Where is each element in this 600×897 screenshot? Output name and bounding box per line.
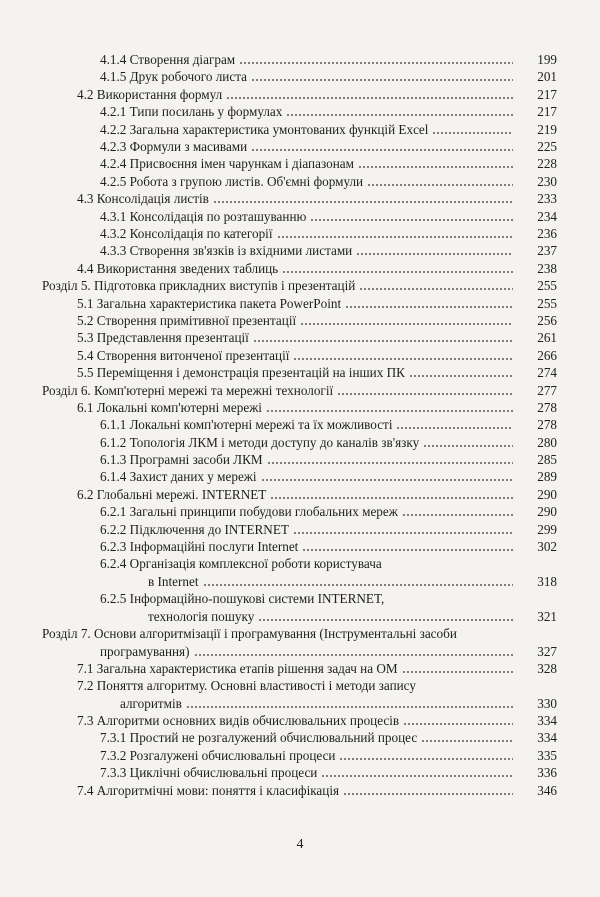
toc-entry-title: Розділ 7. Основи алгоритмізації і програмування (Інструментальні засоби [42, 626, 457, 642]
dot-leader [270, 497, 513, 499]
toc-entry-title: 4.2.5 Робота з групою листів. Об'ємні формули [100, 173, 364, 189]
toc-entry-title: 5.3 Представлення презентації [77, 330, 249, 346]
toc-entry-page: 219 [537, 121, 557, 137]
toc-entry-page: 225 [537, 138, 557, 154]
toc-entry-page: 334 [537, 713, 557, 729]
toc-entry-title: 6.2 Глобальні мережі. INTERNET [77, 486, 267, 502]
dot-leader [226, 97, 513, 99]
dot-leader [293, 358, 513, 360]
toc-entry-title: 5.1 Загальна характеристика пакета PowerPoint [77, 295, 342, 311]
dot-leader [367, 184, 513, 186]
toc-entry-page: 278 [537, 399, 557, 415]
dot-leader [300, 323, 513, 325]
toc-entry-page: 236 [537, 225, 557, 241]
toc-entry-title: 5.5 Переміщення і демонстрація презентацій на інших ПК [77, 365, 405, 381]
toc-entry-page: 217 [537, 104, 557, 120]
toc-entry-page: 230 [537, 173, 557, 189]
toc-entry-title: 6.2.5 Інформаційно-пошукові системи INTERNET, [100, 591, 385, 607]
dot-leader [339, 758, 513, 760]
dot-leader [409, 375, 513, 377]
toc-entry-title: 4.2.2 Загальна характеристика умонтованих функцій Excel [100, 121, 429, 137]
toc-entry-title: 4.3.3 Створення зв'язків із вхідними листами [100, 243, 353, 259]
toc-entry-page: 280 [537, 434, 557, 450]
toc-entry-page: 238 [537, 260, 557, 276]
toc-entry-title: 6.1 Локальні комп'ютерні мережі [77, 399, 262, 415]
dot-leader [213, 201, 513, 203]
toc-entry-page: 330 [537, 696, 557, 712]
toc-entry [0, 783, 600, 803]
toc-entry-page: 318 [537, 574, 557, 590]
toc-entry-page: 299 [537, 521, 557, 537]
toc-entry-title: 7.3.1 Простий не розгалужений обчислювальний процес [100, 730, 418, 746]
toc-entry-page: 256 [537, 312, 557, 328]
toc-entry-page: 234 [537, 208, 557, 224]
dot-leader [402, 514, 513, 516]
toc-entry-page: 346 [537, 782, 557, 798]
dot-leader [345, 306, 513, 308]
toc-entry-page: 255 [537, 278, 557, 294]
toc-entry-page: 334 [537, 730, 557, 746]
toc-entry-title: 6.2.2 Підключення до INTERNET [100, 521, 289, 537]
toc-entry-title: 7.3 Алгоритми основних видів обчислювальних процесів [77, 713, 400, 729]
dot-leader [432, 132, 513, 134]
dot-leader [203, 584, 513, 586]
toc-entry-title: 7.1 Загальна характеристика етапів рішення задач на ОМ [77, 660, 398, 676]
toc-entry-page: 255 [537, 295, 557, 311]
dot-leader [396, 427, 513, 429]
dot-leader [358, 166, 513, 168]
toc-entry-title: 7.4 Алгоритмічні мови: поняття і класифікація [77, 782, 340, 798]
toc-entry-title: 6.1.4 Захист даних у мережі [100, 469, 257, 485]
dot-leader [267, 462, 513, 464]
toc-entry-title: 7.2 Поняття алгоритму. Основні властивості і методи запису [77, 678, 416, 694]
dot-leader [194, 654, 513, 656]
dot-leader [186, 706, 513, 708]
toc-entry-page: 290 [537, 486, 557, 502]
toc-entry-page: 277 [537, 382, 557, 398]
toc-entry-page: 201 [537, 69, 557, 85]
toc-entry-title: 7.3.3 Циклічні обчислювальні процеси [100, 765, 318, 781]
toc-entry-page: 328 [537, 660, 557, 676]
toc-entry-title: 4.1.4 Створення діаграм [100, 52, 236, 67]
dot-leader [266, 410, 513, 412]
dot-leader [356, 253, 513, 255]
toc-entry-title: 6.2.1 Загальні принципи побудови глобальних мереж [100, 504, 398, 520]
toc-entry-page: 278 [537, 417, 557, 433]
toc-entry-title: 4.2.4 Присвоєння імен чарункам і діапазонам [100, 156, 354, 172]
toc-entry-page: 327 [537, 644, 557, 660]
dot-leader [293, 532, 513, 534]
toc-entry-title: 4.2 Використання формул [77, 86, 223, 102]
toc-entry-title: 6.1.2 Топологія ЛКМ і методи доступу до каналів зв'язку [100, 434, 420, 450]
toc-entry-page: 237 [537, 243, 557, 259]
toc-entry-continuation: технологія пошуку [148, 609, 255, 625]
toc-entry-title: 4.2.1 Типи посилань у формулах [100, 104, 283, 120]
dot-leader [337, 393, 513, 395]
dot-leader [286, 114, 513, 116]
dot-leader [359, 288, 513, 290]
toc-entry-page: 336 [537, 765, 557, 781]
toc-entry-page: 285 [537, 452, 557, 468]
toc-entry-title: 7.3.2 Розгалужені обчислювальні процеси [100, 747, 336, 763]
dot-leader [310, 219, 513, 221]
toc-entry-title: 5.2 Створення примітивної презентації [77, 312, 297, 328]
toc-entry-continuation: алгоритмів [120, 696, 182, 712]
toc-entry-title: 4.3.1 Консолідація по розташуванню [100, 208, 307, 224]
page-number: 4 [296, 837, 304, 852]
dot-leader [402, 671, 513, 673]
dot-leader [239, 62, 513, 64]
dot-leader [258, 619, 513, 621]
toc-entry-page: 290 [537, 504, 557, 520]
toc-entry-title: 4.2.3 Формули з масивами [100, 138, 248, 154]
dot-leader [423, 445, 513, 447]
toc-entry-continuation: в Internet [148, 574, 199, 590]
toc-entry-page: 217 [537, 86, 557, 102]
dot-leader [251, 149, 513, 151]
toc-entry-page: 321 [537, 609, 557, 625]
toc-entry-title: 4.3.2 Консолідація по категорії [100, 225, 273, 241]
toc-entry-page: 335 [537, 747, 557, 763]
toc-entry-title: 6.2.3 Інформаційні послуги Internet [100, 539, 299, 555]
dot-leader [302, 549, 513, 551]
dot-leader [321, 775, 513, 777]
toc-entry-page: 261 [537, 330, 557, 346]
dot-leader [421, 740, 513, 742]
toc-entry-title: 4.3 Консолідація листів [77, 191, 209, 207]
toc-entry-title: 6.1.3 Програмні засоби ЛКМ [100, 452, 263, 468]
dot-leader [251, 79, 513, 81]
toc-entry-title: Розділ 5. Підготовка прикладних виступів і презентацій [42, 278, 356, 294]
toc-entry-title: 4.4 Використання зведених таблиць [77, 260, 279, 276]
toc-entry-title: 6.2.4 Організація комплексної роботи користувача [100, 556, 382, 572]
dot-leader [343, 793, 513, 795]
toc-entry-page: 233 [537, 191, 557, 207]
toc-entry-title: 5.4 Створення витонченої презентації [77, 347, 290, 363]
toc-entry-page: 274 [537, 365, 557, 381]
toc-entry-page: 266 [537, 347, 557, 363]
toc-entry-title: Розділ 6. Комп'ютерні мережі та мережні технології [42, 382, 334, 398]
toc-entry-continuation: програмування) [100, 644, 190, 660]
toc-entry-title: 4.1.5 Друк робочого листа [100, 69, 248, 85]
dot-leader [253, 340, 513, 342]
dot-leader [261, 479, 513, 481]
dot-leader [403, 723, 513, 725]
toc-entry-page: 302 [537, 539, 557, 555]
toc-entry-page: 228 [537, 156, 557, 172]
toc-entry-title: 6.1.1 Локальні комп'ютерні мережі та їх можливості [100, 417, 393, 433]
toc-entry-page: 199 [537, 52, 557, 67]
dot-leader [277, 236, 513, 238]
dot-leader [282, 271, 513, 273]
toc-entry-page: 289 [537, 469, 557, 485]
